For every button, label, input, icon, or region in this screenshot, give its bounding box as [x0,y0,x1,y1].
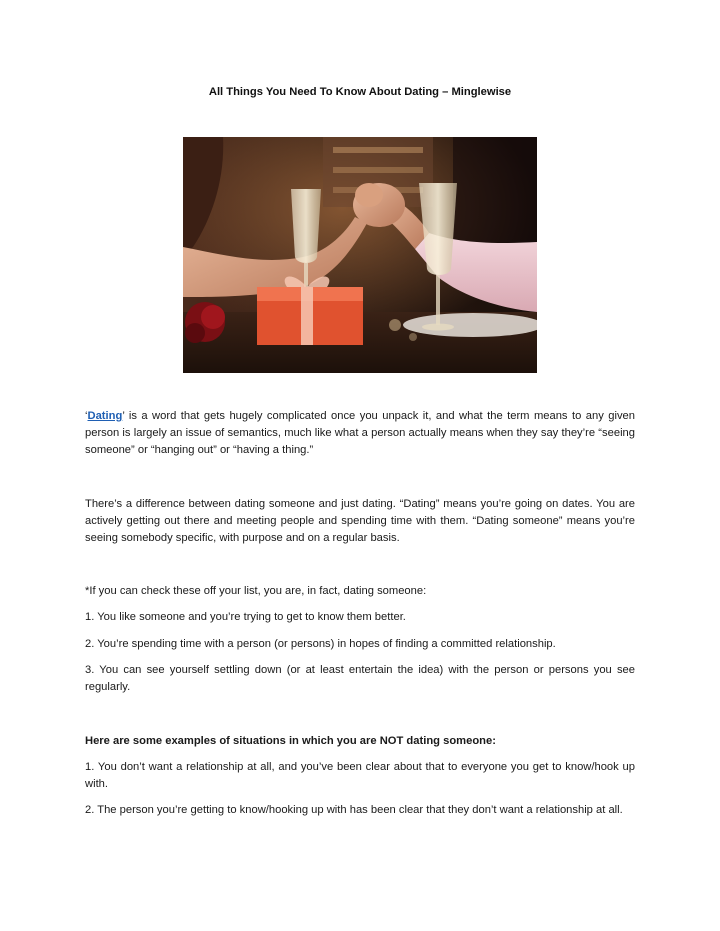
checklist-item-3: 3. You can see yourself settling down (or at least entertain the idea) with the person or persons you see regularly. [85,664,635,693]
not-dating-item-2: 2. The person you’re getting to know/hooking up with has been clear that they don’t want a relationship at all. [85,804,623,816]
not-dating-heading [85,733,635,750]
intro-paragraph [85,408,635,459]
document-title: All Things You Need To Know About Dating – Minglewise [208,86,512,98]
checklist-intro [85,583,635,600]
checklist-item [85,609,635,626]
checklist-item [85,636,635,653]
checklist-item [85,662,635,696]
difference-text: There’s a difference between dating someone and just dating. “Dating” means you’re going on dates. You are actively getting out there and meeting people and spending time with them. “Dating someone” means you’re seeing somebody specific, with purpose and on a regular basis. [85,498,635,544]
not-dating-item [85,802,635,819]
checklist-item-1: 1. You like someone and you’re trying to get to know them better. [85,611,406,623]
not-dating-heading-text: Here are some examples of situations in which you are NOT dating someone: [85,735,496,747]
checklist-item-2: 2. You’re spending time with a person (or persons) in hopes of finding a committed relationship. [85,638,556,650]
difference-paragraph [85,496,635,547]
dinner-date-photo [183,137,537,373]
not-dating-item-1: 1. You don’t want a relationship at all, and you’ve been clear about that to everyone you get to know/hook up with. [85,761,635,790]
checklist-intro-text: *If you can check these off your list, you are, in fact, dating someone: [85,585,427,597]
open-quote: ‘ [85,410,88,422]
dating-link[interactable]: Dating [87,410,123,422]
not-dating-item [85,759,635,793]
intro-text: ’ is a word that gets hugely complicated once you unpack it, and what the term means to any given person is largely an issue of semantics, much like what a person actually means when they say they’re “seeing someone” or “hanging out” or “having a thing.” [85,410,635,456]
